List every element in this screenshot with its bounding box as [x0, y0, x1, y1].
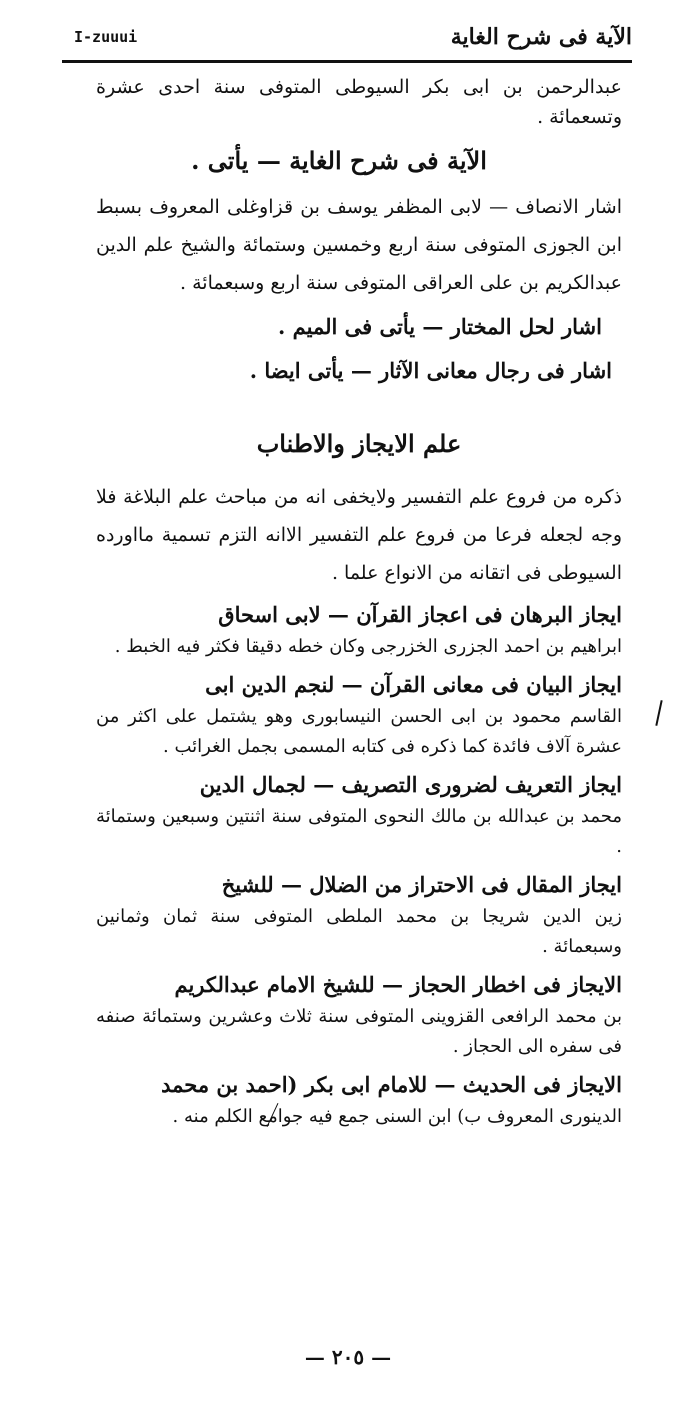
section-title: علم الايجاز والاطناب [256, 429, 462, 458]
entry-4 [96, 968, 622, 1062]
inhaf-entry: اشار الانصاف — لابى المظفر يوسف بن قزاوغلى المعروف بسبط ابن الجوزى المتوفى سنة اربع وخمسين وستمائة والشيخ علم الدين عبدالكريم بن على العراقى المتوفى سنة اربع وسبعمائة . [96, 196, 622, 294]
entry-body: زين الدين شريجا بن محمد الملطى المتوفى سنة ثمان وثمانين وسبعمائة . [96, 906, 622, 957]
entry-body: القاسم محمود بن ابى الحسن النيسابورى وهو يشتمل على اكثر من عشرة آلاف فائدة كما ذكره فى كتابه المسمى بجمل الغرائب . [96, 706, 622, 757]
entry-2 [96, 768, 622, 862]
section-intro: ذكره من فروع علم التفسير ولايخفى انه من مباحث علم البلاغة فلا وجه لجعله فرعا من فروع علم التفسير الاانه التزم تسمية مااورده السيوطى فى اتقانه من الانواع علما . [96, 486, 622, 584]
header-code: I-zuuui [74, 28, 138, 46]
hall-entry: اشار لحل المختار — يأتى فى الميم . [278, 314, 602, 339]
entry-body: ابراهيم بن احمد الجزرى الخزرجى وكان خطه دقيقا فكثر فيه الخبط . [114, 636, 622, 657]
margin-mark [655, 700, 662, 726]
entry-head: ايجاز البيان فى معانى القرآن — لنجم الدين ابى [205, 672, 622, 697]
page-body [96, 72, 622, 1132]
entry-head: ايجاز التعريف لضرورى التصريف — لجمال الدين [199, 772, 622, 797]
entry-head: الايجاز فى اخطار الحجاز — للشيخ الامام عبدالكريم [174, 972, 622, 997]
page-number: — ٢٠٥ — [304, 1345, 392, 1369]
entry-head: الايجاز فى الحديث — للامام ابى بكر (احمد بن محمد [161, 1072, 622, 1097]
header-rule [62, 60, 632, 63]
page-header [62, 22, 632, 62]
entry-body: الدينورى المعروف ب) ابن السنى جمع فيه جوامع الكلم منه . [172, 1106, 622, 1127]
entry-3 [96, 868, 622, 962]
aya-entry: الآية فى شرح الغاية — يأتى . [191, 146, 487, 175]
intro-paragraph: عبدالرحمن بن ابى بكر السيوطى المتوفى سنة احدى عشرة وتسعمائة . [96, 76, 622, 128]
entry-body: بن محمد الرافعى القزوينى المتوفى سنة ثلاث وعشرين وستمائة صنفه فى سفره الى الحجاز . [96, 1006, 622, 1057]
entry-head: ايجاز البرهان فى اعجاز القرآن — لابى اسحاق [218, 602, 622, 627]
entry-5 [96, 1068, 622, 1132]
entry-head: ايجاز المقال فى الاحتراز من الضلال — للشيخ [221, 872, 622, 897]
rijal-entry: اشار فى رجال معانى الآثار — يأتى ايضا . [249, 358, 612, 383]
entry-body: محمد بن عبدالله بن مالك النحوى المتوفى سنة اثنتين وسبعين وستمائة . [96, 806, 622, 857]
running-title: الآية فى شرح الغاية [450, 24, 632, 50]
entry-0 [96, 598, 622, 662]
entry-1 [96, 668, 622, 762]
